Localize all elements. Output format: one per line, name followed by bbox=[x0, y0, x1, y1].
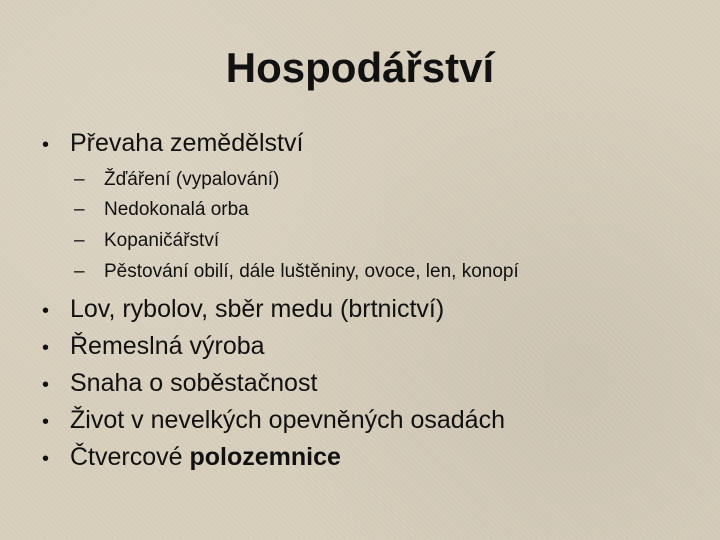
bullet-text-bold: polozemnice bbox=[189, 443, 341, 471]
bullet-icon: • bbox=[42, 337, 50, 359]
bullet-icon: • bbox=[42, 300, 50, 322]
bullet-item bbox=[42, 368, 317, 400]
bullet-text: Převaha zemědělství bbox=[70, 129, 304, 157]
bullet-item bbox=[42, 331, 265, 363]
bullet-text: Snaha o soběstačnost bbox=[70, 369, 318, 397]
bullet-icon: • bbox=[42, 374, 50, 396]
sub-item-text: Kopaničářství bbox=[104, 230, 220, 251]
bullet-item bbox=[42, 442, 341, 474]
bullet-text: Řemeslná výroba bbox=[70, 332, 265, 360]
bullet-icon: • bbox=[42, 411, 50, 433]
dash-icon: – bbox=[74, 199, 85, 220]
bullet-text bbox=[70, 442, 341, 472]
sub-item-text: Pěstování obilí, dále luštěniny, ovoce, len, konopí bbox=[104, 261, 519, 282]
sub-item-text: Žďáření (vypalování) bbox=[104, 169, 280, 190]
bullet-text: Lov, rybolov, sběr medu (brtnictví) bbox=[70, 295, 445, 323]
bullet-icon: • bbox=[42, 448, 50, 470]
slide-title: Hospodářství bbox=[225, 44, 495, 91]
bullet-item bbox=[42, 128, 303, 160]
dash-icon: – bbox=[74, 261, 85, 282]
sub-item bbox=[74, 168, 279, 192]
bullet-text: Život v nevelkých opevněných osadách bbox=[70, 406, 505, 434]
bullet-item bbox=[42, 294, 444, 326]
dash-icon: – bbox=[74, 230, 85, 251]
sub-item bbox=[74, 229, 219, 253]
bullet-text-plain: Čtvercové bbox=[70, 443, 190, 471]
sub-item-text: Nedokonalá orba bbox=[104, 199, 249, 220]
bullet-icon: • bbox=[42, 134, 50, 156]
dash-icon: – bbox=[74, 169, 85, 190]
sub-item bbox=[74, 198, 249, 222]
sub-item bbox=[74, 260, 519, 284]
bullet-item bbox=[42, 405, 505, 437]
